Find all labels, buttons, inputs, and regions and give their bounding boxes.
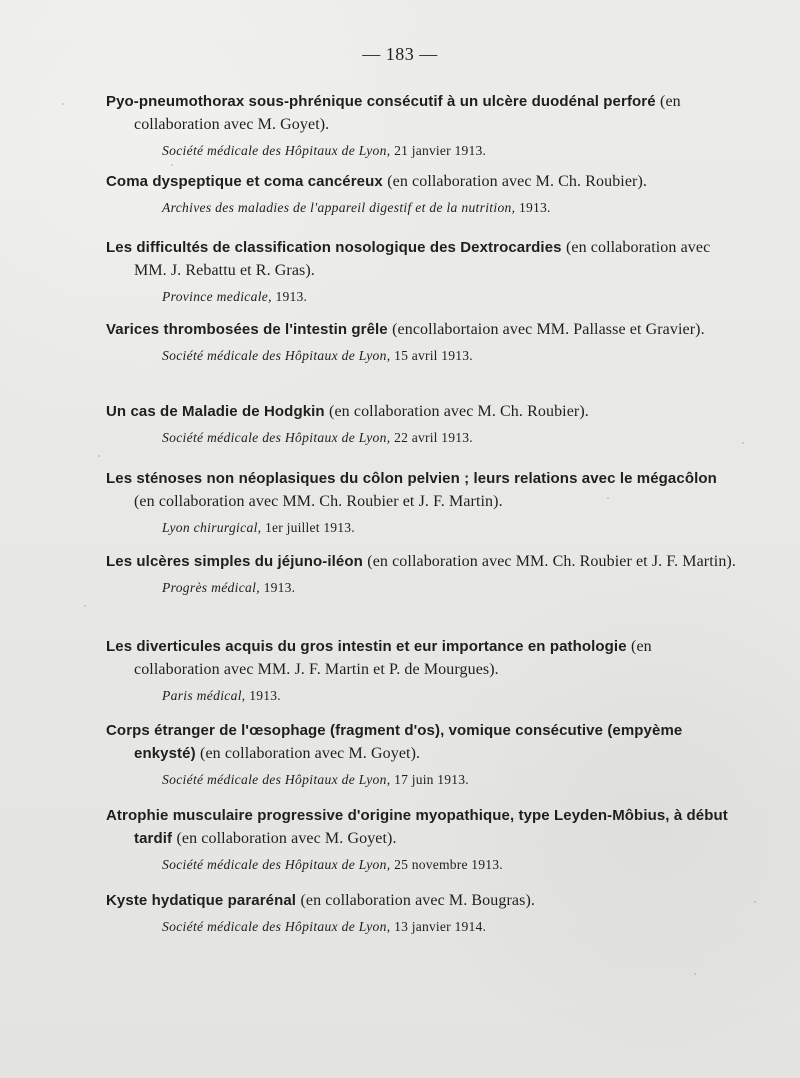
- collaboration-note: (en collaboration avec MM. J. F. Martin et P. de Mourgues).: [134, 638, 652, 678]
- publication-title: Corps étranger de l'œsophage (fragment d'os), vomique consécutive (empyème enkysté): [106, 722, 683, 762]
- publication-date: 1er juillet 1913.: [265, 520, 355, 535]
- publication-title: Varices thrombosées de l'intestin grêle: [106, 321, 388, 338]
- paper-speck: [84, 605, 86, 607]
- publication-source: [162, 429, 736, 447]
- publication-date: 1913.: [249, 688, 281, 703]
- collaboration-note: (en collaboration avec MM. J. Rebattu et R. Gras).: [134, 239, 711, 279]
- publication-date: 22 avril 1913.: [394, 430, 473, 445]
- collaboration-note: (en collaboration avec MM. Ch. Roubier et J. F. Martin).: [134, 493, 503, 510]
- entry-heading: [106, 236, 736, 282]
- journal-name: Archives des maladies de l'appareil digestif et de la nutrition,: [162, 200, 516, 215]
- collaboration-note: (en collaboration avec M. Goyet).: [134, 93, 681, 133]
- publication-title: Atrophie musculaire progressive d'origine myopathique, type Leyden-Môbius, à début tardif: [106, 807, 728, 847]
- publication-title: Coma dyspeptique et coma cancéreux: [106, 173, 383, 190]
- entry-heading: [106, 400, 736, 423]
- publication-entry: [106, 467, 736, 537]
- collaboration-note: (en collaboration avec M. Bougras).: [300, 892, 535, 909]
- publication-entry: [106, 90, 736, 160]
- publication-entry: [106, 318, 736, 365]
- publication-title: Les sténoses non néoplasiques du côlon pelvien ; leurs relations avec le mégacôlon: [106, 470, 717, 487]
- publication-source: [162, 199, 736, 217]
- publication-entry: [106, 400, 736, 447]
- journal-name: Société médicale des Hôpitaux de Lyon,: [162, 857, 391, 872]
- publication-source: [162, 347, 736, 365]
- publication-date: 17 juin 1913.: [394, 772, 469, 787]
- publication-source: [162, 579, 736, 597]
- publication-source: [162, 288, 736, 306]
- paper-speck: [98, 455, 100, 457]
- journal-name: Société médicale des Hôpitaux de Lyon,: [162, 348, 391, 363]
- publication-date: 21 janvier 1913.: [394, 143, 487, 158]
- collaboration-note: (encollabortaion avec MM. Pallasse et Gravier).: [392, 321, 705, 338]
- entry-heading: [106, 318, 736, 341]
- entry-heading: [106, 889, 736, 912]
- publication-source: [162, 687, 736, 705]
- publication-source: [162, 142, 736, 160]
- publication-date: 25 novembre 1913.: [394, 857, 503, 872]
- entry-heading: [106, 804, 736, 850]
- paper-speck: [607, 497, 609, 499]
- publication-date: 1913.: [263, 580, 296, 595]
- publication-entry: [106, 804, 736, 874]
- publication-source: [162, 856, 736, 874]
- paper-speck: [742, 442, 744, 444]
- journal-name: Paris médical,: [162, 688, 246, 703]
- journal-name: Progrès médical,: [162, 580, 260, 595]
- entry-heading: [106, 550, 736, 573]
- journal-name: Lyon chirurgical,: [162, 520, 262, 535]
- publication-title: Pyo-pneumothorax sous-phrénique consécutif à un ulcère duodénal perforé: [106, 93, 656, 110]
- collaboration-note: (en collaboration avec MM. Ch. Roubier et J. F. Martin).: [367, 553, 736, 570]
- entry-heading: [106, 467, 736, 513]
- publication-date: 15 avril 1913.: [394, 348, 473, 363]
- publication-date: 1913.: [519, 200, 551, 215]
- page-number: — 183 —: [362, 44, 438, 64]
- publication-source: [162, 771, 736, 789]
- collaboration-note: (en collaboration avec M. Ch. Roubier).: [387, 173, 648, 190]
- collaboration-note: (en collaboration avec M. Ch. Roubier).: [329, 403, 589, 420]
- publication-title: Kyste hydatique pararénal: [106, 892, 297, 909]
- publication-entry: [106, 550, 736, 597]
- publication-entry: [106, 635, 736, 705]
- entry-heading: [106, 90, 736, 136]
- entry-heading: [106, 635, 736, 681]
- journal-name: Province medicale,: [162, 289, 272, 304]
- collaboration-note: (en collaboration avec M. Goyet).: [176, 830, 397, 847]
- publication-title: Les ulcères simples du jéjuno-iléon: [106, 553, 363, 570]
- publication-entry: [106, 236, 736, 306]
- journal-name: Société médicale des Hôpitaux de Lyon,: [162, 919, 391, 934]
- publication-entry: [106, 889, 736, 936]
- paper-speck: [694, 973, 696, 975]
- publication-title: Les difficultés de classification nosologique des Dextrocardies: [106, 239, 562, 256]
- collaboration-note: (en collaboration avec M. Goyet).: [200, 745, 421, 762]
- publication-source: [162, 519, 736, 537]
- publication-source: [162, 918, 736, 936]
- entry-heading: [106, 719, 736, 765]
- paper-speck: [171, 164, 173, 166]
- publication-entry: [106, 170, 736, 217]
- entry-heading: [106, 170, 736, 193]
- journal-name: Société médicale des Hôpitaux de Lyon,: [162, 430, 391, 445]
- publication-date: 13 janvier 1914.: [394, 919, 487, 934]
- publication-title: Un cas de Maladie de Hodgkin: [106, 403, 325, 420]
- journal-name: Société médicale des Hôpitaux de Lyon,: [162, 143, 391, 158]
- journal-name: Société médicale des Hôpitaux de Lyon,: [162, 772, 391, 787]
- paper-speck: [62, 103, 64, 105]
- paper-speck: [754, 901, 756, 903]
- publication-date: 1913.: [275, 289, 308, 304]
- publication-title: Les diverticules acquis du gros intestin et eur importance en pathologie: [106, 638, 627, 655]
- publication-entry: [106, 719, 736, 789]
